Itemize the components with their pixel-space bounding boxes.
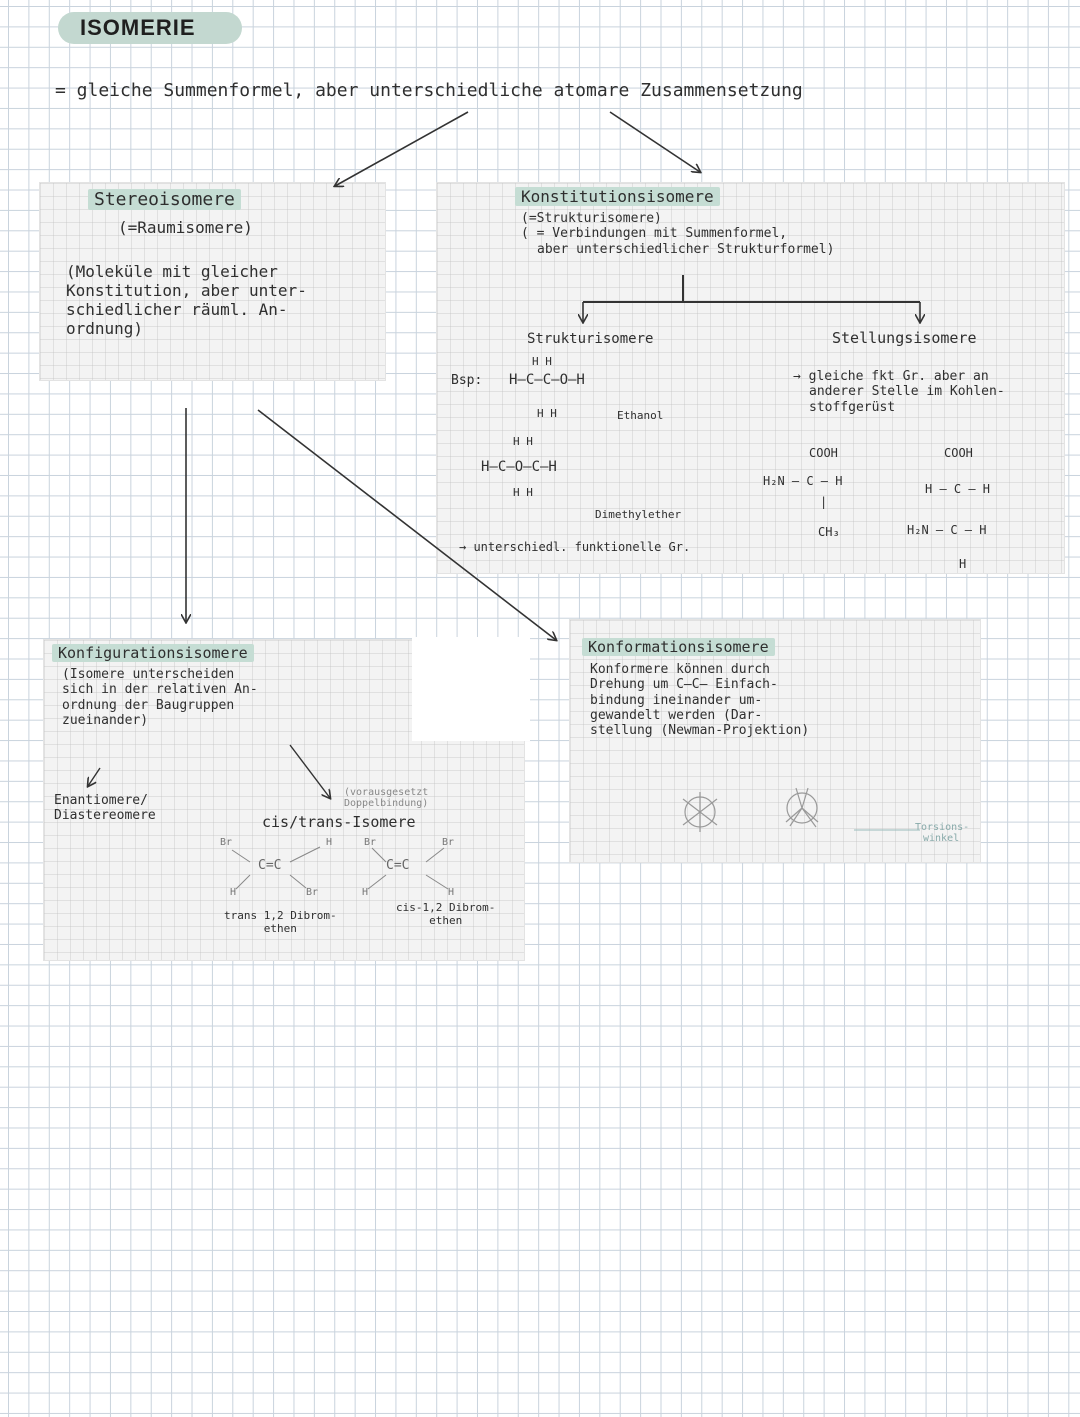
stellung-desc-line: anderer Stelle im Kohlen- [809,384,1005,400]
ether-formula: H–C–O–C–H [481,459,557,475]
konfiguration-desc-line: (Isomere unterscheiden [62,667,235,682]
konfiguration-title: Konfigurationsisomere [52,644,254,662]
bond [290,847,320,862]
konformation-desc-line: Konformere können durch [590,662,771,677]
enantio-line: Enantiomere/ [54,793,148,808]
stereo-title: Stereoisomere [88,189,241,210]
ether-name: Dimethylether [595,508,682,521]
mol1-bottom: CH₃ [818,525,840,539]
ether-bottom-h: H H [513,486,533,499]
bond [236,875,250,889]
cis-label-line: ethen [429,913,463,927]
konformation-title: Konformationsisomere [582,638,775,656]
struktur-note: → unterschiedl. funktionelle Gr. [459,540,691,554]
ethanol-formula: H–C–C–O–H [509,372,585,388]
newman-projection-1 [683,792,717,832]
arrow-to-cistrans [290,745,330,798]
bond [232,850,250,862]
mol1-mid: H₂N – C – H [763,474,843,488]
konstitution-alt-line: ( = Verbindungen mit Summenformel, [521,226,788,242]
stereo-desc-line: ordnung) [66,318,144,338]
mol2-mid1: H – C – H [925,482,991,496]
cis-label-line: cis-1,2 Dibrom- [396,901,496,914]
arrow-to-stereo [335,112,468,186]
cis-h-right: H [448,887,455,898]
stellung-desc-line: → gleiche fkt Gr. aber an [793,369,989,384]
arrow-to-konstitution [610,112,700,172]
cis-br-right: Br [442,837,455,848]
konstitution-title: Konstitutionsisomere [515,187,720,206]
cis-br-left: Br [364,837,377,848]
arrow-to-enantio [88,768,100,786]
mol2-bottom: H [959,557,967,571]
trans-label-line: trans 1,2 Dibrom- [224,909,337,922]
cis-h-left: H [362,887,369,898]
page-title: ISOMERIE [58,12,242,44]
konfiguration-desc-line: zueinander) [62,712,149,728]
mol2-top: COOH [944,446,973,460]
newman-projection-2 [786,788,818,827]
trans-h-right: H [326,837,333,848]
mol1-top: COOH [809,446,838,460]
ethanol-name: Ethanol [617,409,664,422]
stereo-desc-line: schiedlicher räuml. An- [66,299,288,319]
stellung-title: Stellungsisomere [832,329,977,347]
enantio-line: Diastereomere [54,808,156,824]
ethanol-bottom-h: H H [537,407,557,420]
torsion-line: Torsions- [915,822,970,833]
bond [426,875,448,889]
trans-cc: C=C [258,858,282,873]
trans-label-line: ethen [263,921,297,935]
konfiguration-desc-line: sich in der relativen An- [62,682,258,698]
konformation-desc-line: gewandelt werden (Dar- [590,707,763,723]
mol1-bar: | [820,495,828,509]
ethanol-top-h: H H [532,355,552,368]
bond [368,875,386,889]
konfiguration-desc-line: ordnung der Baugruppen [62,697,235,713]
stellung-desc-line: stoffgerüst [809,399,896,415]
cistrans-note: (vorausgesetzt Doppelbindung) [344,787,429,809]
konformation-desc-line: Drehung um C–C– Einfach- [590,677,778,693]
konstitution-alt-line: aber unterschiedlicher Strukturformel) [537,241,835,257]
definition-text: = gleiche Summenformel, aber unterschiedliche atomare Zusammensetzung [55,80,803,101]
konformation-desc-line: bindung ineinander um- [590,692,763,708]
mol2-mid2: H₂N – C – H [907,523,987,537]
bond [290,875,306,888]
cistrans-title: cis/trans-Isomere [262,813,416,831]
torsion-line: winkel [923,833,960,844]
stereo-desc-line: (Moleküle mit gleicher [66,262,278,281]
cis-cc: C=C [386,858,410,873]
trans-br-right: Br [306,887,319,898]
trans-h-left: H [230,887,237,898]
struktur-title: Strukturisomere [527,331,654,347]
stereo-subtitle: (=Raumisomere) [118,218,253,237]
arrow-to-konformation [258,410,556,640]
bond [426,848,444,862]
konformation-desc-line: stellung (Newman-Projektion) [590,723,810,739]
stereo-desc-line: Konstitution, aber unter- [66,280,307,300]
trans-br-left: Br [220,837,233,848]
ether-top-h: H H [513,435,533,448]
bond [372,848,386,862]
konstitution-alt-line: (=Strukturisomere) [521,211,662,226]
example-label: Bsp: [451,373,483,388]
